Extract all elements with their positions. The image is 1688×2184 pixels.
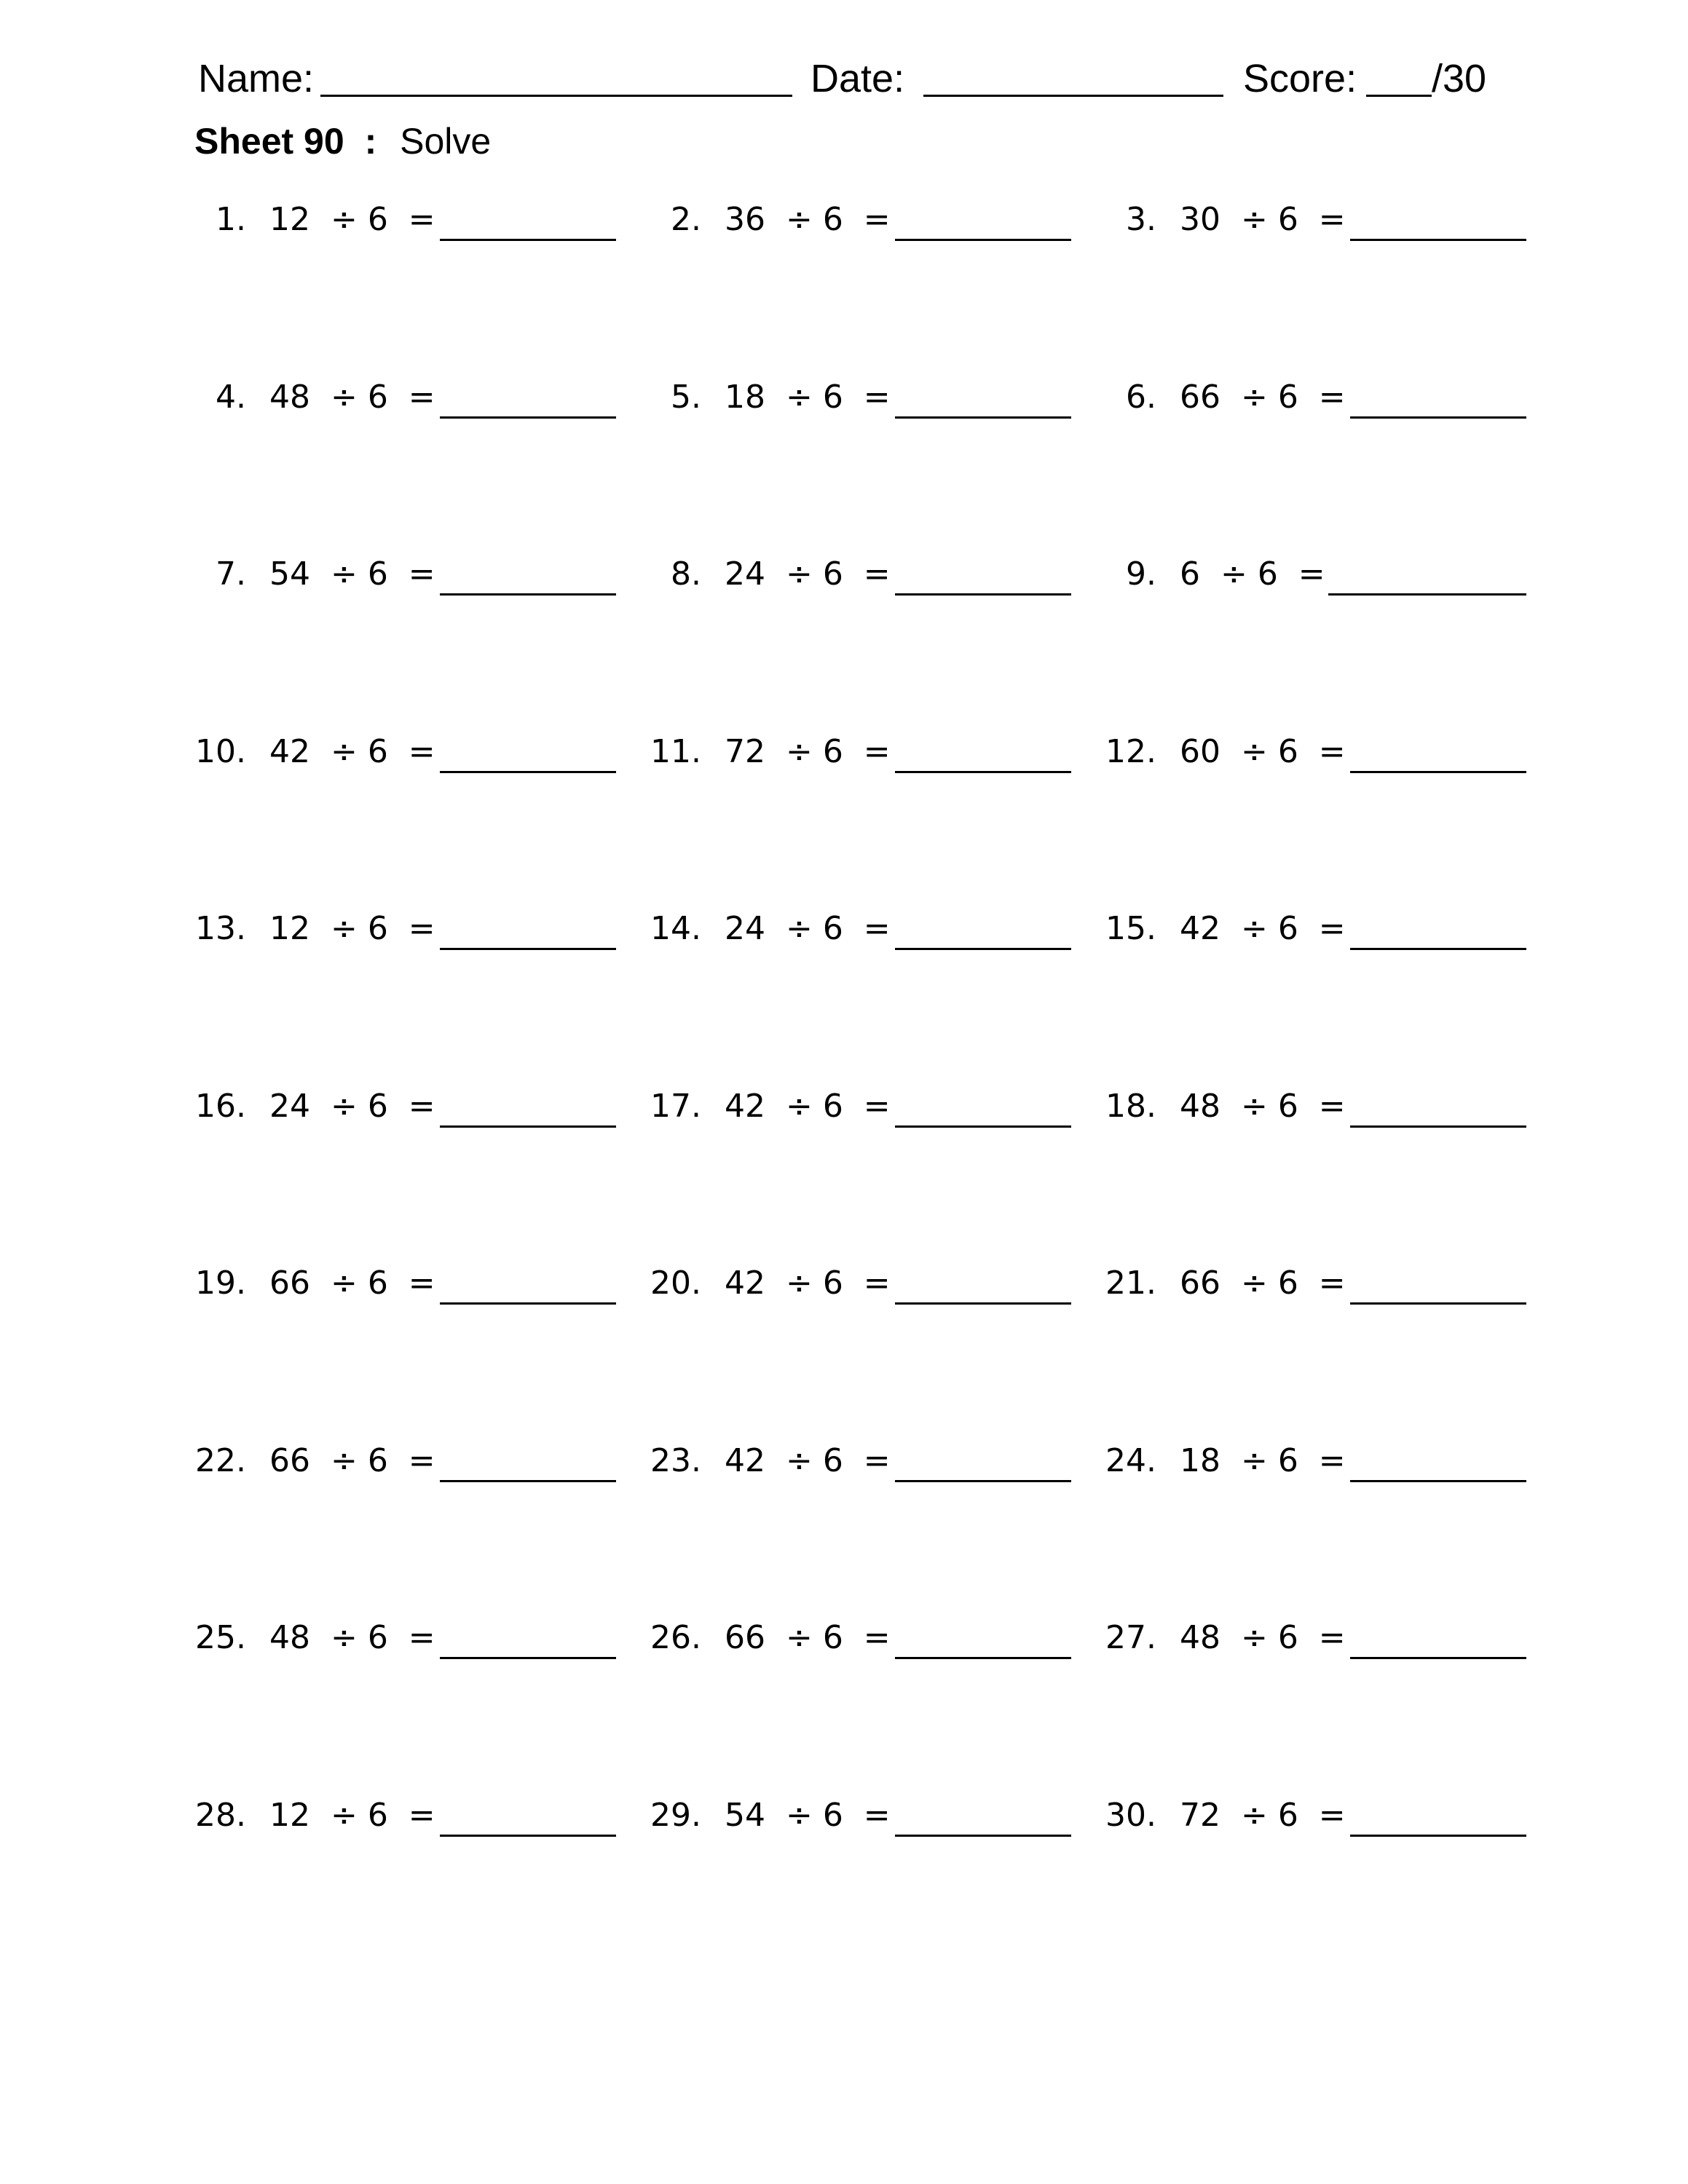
score-total: /30 (1432, 57, 1487, 100)
answer-field[interactable] (440, 593, 616, 596)
problem-number: 11. (650, 732, 701, 770)
sheet-separator: : (364, 121, 377, 162)
answer-field[interactable] (1350, 416, 1526, 419)
problem-number: 22. (195, 1441, 246, 1479)
problem-number: 3. (1126, 201, 1156, 238)
problem-expression: 24 ÷ 6 = (269, 1087, 435, 1125)
problem-expression: 24 ÷ 6 = (725, 555, 891, 593)
problem-expression: 66 ÷ 6 = (725, 1619, 891, 1656)
answer-field[interactable] (1350, 1302, 1526, 1305)
problem-expression: 12 ÷ 6 = (269, 1796, 435, 1834)
problem-number: 9. (1126, 555, 1156, 593)
problem-expression: 66 ÷ 6 = (1180, 1265, 1346, 1302)
answer-field[interactable] (1350, 1125, 1526, 1128)
problem-number: 24. (1105, 1441, 1156, 1479)
problem-expression: 60 ÷ 6 = (1180, 732, 1346, 770)
problem-number: 4. (216, 378, 246, 416)
problem-number: 23. (650, 1441, 701, 1479)
problem-item (1098, 376, 1688, 419)
problem-number: 16. (195, 1087, 246, 1125)
answer-field[interactable] (895, 239, 1071, 241)
problem-expression: 54 ÷ 6 = (269, 555, 435, 593)
answer-field[interactable] (895, 1657, 1071, 1659)
problem-number: 13. (195, 910, 246, 947)
answer-field[interactable] (1350, 1657, 1526, 1659)
problem-number: 26. (650, 1619, 701, 1656)
answer-field[interactable] (895, 1125, 1071, 1128)
problem-expression: 18 ÷ 6 = (725, 378, 891, 416)
problem-number: 28. (195, 1796, 246, 1834)
problem-item (1098, 907, 1688, 951)
problem-number: 18. (1105, 1087, 1156, 1125)
problem-expression: 66 ÷ 6 = (269, 1265, 435, 1302)
problem-number: 10. (195, 732, 246, 770)
answer-field[interactable] (1350, 1835, 1526, 1837)
answer-field[interactable] (895, 416, 1071, 419)
problem-number: 7. (216, 555, 246, 593)
answer-field[interactable] (1350, 948, 1526, 950)
answer-field[interactable] (895, 1835, 1071, 1837)
answer-field[interactable] (440, 239, 616, 241)
problem-expression: 48 ÷ 6 = (269, 378, 435, 416)
problem-number: 17. (650, 1087, 701, 1125)
answer-field[interactable] (1328, 593, 1526, 596)
problem-number: 8. (671, 555, 701, 593)
problem-expression: 42 ÷ 6 = (269, 732, 435, 770)
problem-expression: 42 ÷ 6 = (725, 1087, 891, 1125)
problem-expression: 42 ÷ 6 = (725, 1265, 891, 1302)
problem-number: 1. (216, 201, 246, 238)
problem-expression: 24 ÷ 6 = (725, 910, 891, 947)
problem-item (1098, 1794, 1688, 1837)
problem-number: 21. (1105, 1265, 1156, 1302)
answer-field[interactable] (895, 771, 1071, 773)
problem-item (1098, 1085, 1688, 1128)
problem-number: 20. (650, 1265, 701, 1302)
problem-expression: 36 ÷ 6 = (725, 201, 891, 238)
problem-number: 14. (650, 910, 701, 947)
answer-field[interactable] (440, 1302, 616, 1305)
problem-expression: 66 ÷ 6 = (1180, 378, 1346, 416)
problem-number: 27. (1105, 1619, 1156, 1656)
problem-number: 2. (671, 201, 701, 238)
sheet-number: Sheet 90 (194, 121, 344, 162)
answer-field[interactable] (440, 948, 616, 950)
problem-expression: 42 ÷ 6 = (1180, 910, 1346, 947)
problem-number: 12. (1105, 732, 1156, 770)
answer-field[interactable] (1350, 239, 1526, 241)
name-label: Name: (198, 57, 315, 100)
problem-number: 5. (671, 378, 701, 416)
problem-number: 29. (650, 1796, 701, 1834)
date-label: Date: (811, 57, 905, 100)
answer-field[interactable] (440, 416, 616, 419)
score-label: Score: (1243, 57, 1357, 100)
problem-number: 30. (1105, 1796, 1156, 1834)
problem-expression: 72 ÷ 6 = (725, 732, 891, 770)
answer-field[interactable] (1350, 771, 1526, 773)
problem-expression: 66 ÷ 6 = (269, 1441, 435, 1479)
problem-expression: 48 ÷ 6 = (269, 1619, 435, 1656)
answer-field[interactable] (895, 593, 1071, 596)
problem-item (1098, 553, 1688, 596)
sheet-instruction: Solve (400, 121, 492, 162)
problem-item (1098, 1262, 1688, 1305)
answer-field[interactable] (895, 1480, 1071, 1482)
problem-expression: 18 ÷ 6 = (1180, 1441, 1346, 1479)
answer-field[interactable] (1350, 1480, 1526, 1482)
problem-expression: 12 ÷ 6 = (269, 201, 435, 238)
answer-field[interactable] (895, 948, 1071, 950)
answer-field[interactable] (440, 1835, 616, 1837)
problem-item (1098, 198, 1688, 242)
answer-field[interactable] (440, 1657, 616, 1659)
answer-field[interactable] (440, 771, 616, 773)
problem-expression: 42 ÷ 6 = (725, 1441, 891, 1479)
problem-expression: 48 ÷ 6 = (1180, 1087, 1346, 1125)
problem-item (1098, 1616, 1688, 1660)
problem-expression: 6 ÷ 6 = (1180, 555, 1325, 593)
answer-field[interactable] (895, 1302, 1071, 1305)
problem-item (1098, 1439, 1688, 1483)
problem-number: 15. (1105, 910, 1156, 947)
problem-number: 19. (195, 1265, 246, 1302)
answer-field[interactable] (440, 1480, 616, 1482)
problem-item (1098, 730, 1688, 774)
problem-expression: 54 ÷ 6 = (725, 1796, 891, 1834)
problem-expression: 72 ÷ 6 = (1180, 1796, 1346, 1834)
problem-expression: 12 ÷ 6 = (269, 910, 435, 947)
problem-expression: 48 ÷ 6 = (1180, 1619, 1346, 1656)
problem-expression: 30 ÷ 6 = (1180, 201, 1346, 238)
problem-number: 6. (1126, 378, 1156, 416)
problem-number: 25. (195, 1619, 246, 1656)
answer-field[interactable] (440, 1125, 616, 1128)
